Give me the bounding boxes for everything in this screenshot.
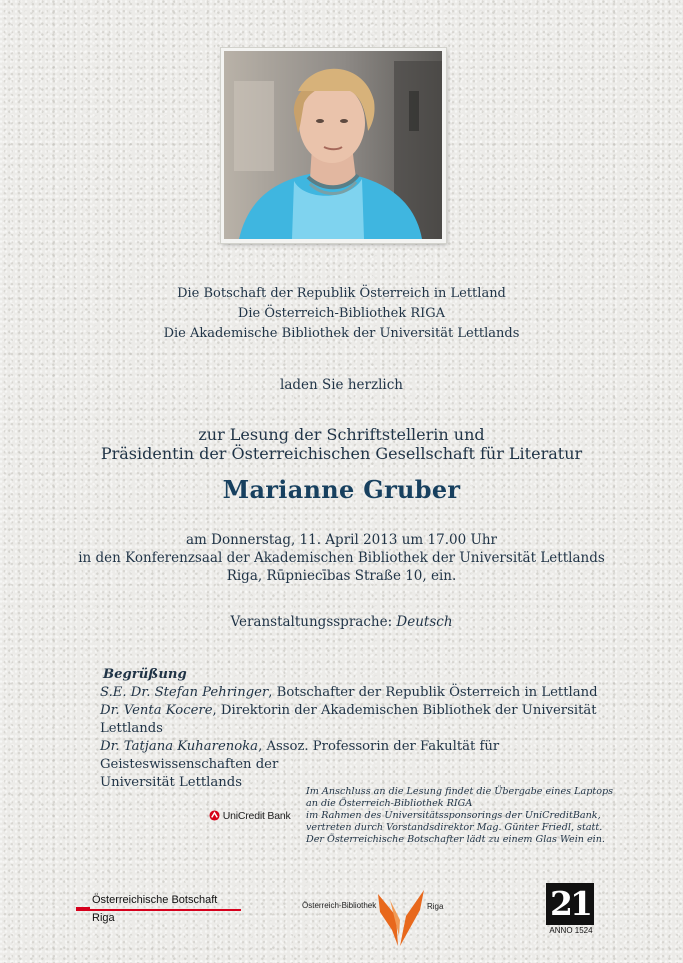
note-line: an die Österreich-Bibliothek RIGA — [306, 798, 473, 809]
event-date: am Donnerstag, 11. April 2013 um 17.00 Uhr — [186, 532, 497, 548]
unicredit-mark-icon — [209, 810, 220, 821]
university-monogram: 21 — [546, 883, 594, 925]
note-line: im Rahmen des Universitätssponsorings der UniCreditBank, — [306, 810, 601, 821]
portrait-illustration — [224, 51, 442, 239]
host-academic-library: Die Akademische Bibliothek der Universität Lettlands — [163, 326, 520, 341]
reading-description — [0, 425, 683, 463]
speaker-name: Dr. Tatjana Kuharenoka — [100, 739, 259, 754]
event-language — [0, 614, 683, 630]
library-logo-text: Österreich-Bibliothek — [302, 901, 377, 910]
handover-note — [306, 786, 626, 846]
host-austria-library: Die Österreich-Bibliothek RIGA — [237, 306, 446, 321]
speaker-role: , Assoz. Professorin der Fakultät für Geisteswissenschaften der — [100, 739, 500, 772]
note-line: Der Österreichische Botschafter lädt zu einem Glas Wein ein. — [306, 834, 605, 845]
host-embassy: Die Botschaft der Republik Österreich in Lettland — [177, 286, 506, 301]
university-logo — [546, 883, 596, 935]
library-logo-city: Riga — [427, 902, 444, 911]
austria-flag-stripe — [76, 907, 241, 911]
embassy-logo-line-1: Österreichische Botschaft — [92, 894, 218, 906]
unicredit-logo-text: UniCredit Bank — [222, 810, 291, 822]
speaker-role: , Direktorin der Akademischen Bibliothek der Universität Lettlands — [100, 703, 597, 736]
library-book-icon — [370, 890, 428, 948]
embassy-logo — [76, 894, 241, 924]
event-venue: in den Konferenzsaal der Akademischen Bibliothek der Universität Lettlands — [78, 550, 605, 566]
reading-line-1: zur Lesung der Schriftstellerin und — [198, 425, 485, 444]
speaker-name: S.E. Dr. Stefan Pehringer — [100, 685, 269, 700]
speaker-row — [100, 738, 640, 774]
author-name: Marianne Gruber — [222, 475, 461, 504]
speaker-role: , Botschafter der Republik Österreich in Lettland — [268, 685, 598, 700]
note-line: Im Anschluss an die Lesung findet die Übergabe eines Laptops — [306, 786, 614, 797]
hosts-block — [0, 284, 683, 344]
invite-text: laden Sie herzlich — [280, 377, 403, 393]
reading-line-2: Präsidentin der Österreichischen Gesellschaft für Literatur — [100, 444, 583, 463]
portrait-photo-frame — [221, 48, 446, 243]
greetings-block — [100, 666, 640, 792]
embassy-logo-line-2: Riga — [92, 912, 115, 924]
austria-library-logo — [302, 890, 452, 950]
event-address: Riga, Rūpniecības Straße 10, ein. — [226, 568, 457, 584]
speaker-row — [100, 702, 640, 738]
university-caption: ANNO 1524 — [549, 926, 593, 935]
speaker-row — [100, 684, 640, 702]
speaker-role-continuation: Universität Lettlands — [100, 775, 242, 790]
portrait-photo — [224, 51, 442, 239]
language-label: Veranstaltungssprache: — [230, 614, 397, 630]
unicredit-logo — [209, 810, 291, 822]
speaker-name: Dr. Venta Kocere — [100, 703, 213, 718]
greetings-heading: Begrüßung — [103, 667, 187, 682]
note-line: vertreten durch Vorstandsdirektor Mag. Günter Friedl, statt. — [306, 822, 603, 833]
language-value: Deutsch — [396, 614, 453, 630]
event-details — [0, 531, 683, 585]
